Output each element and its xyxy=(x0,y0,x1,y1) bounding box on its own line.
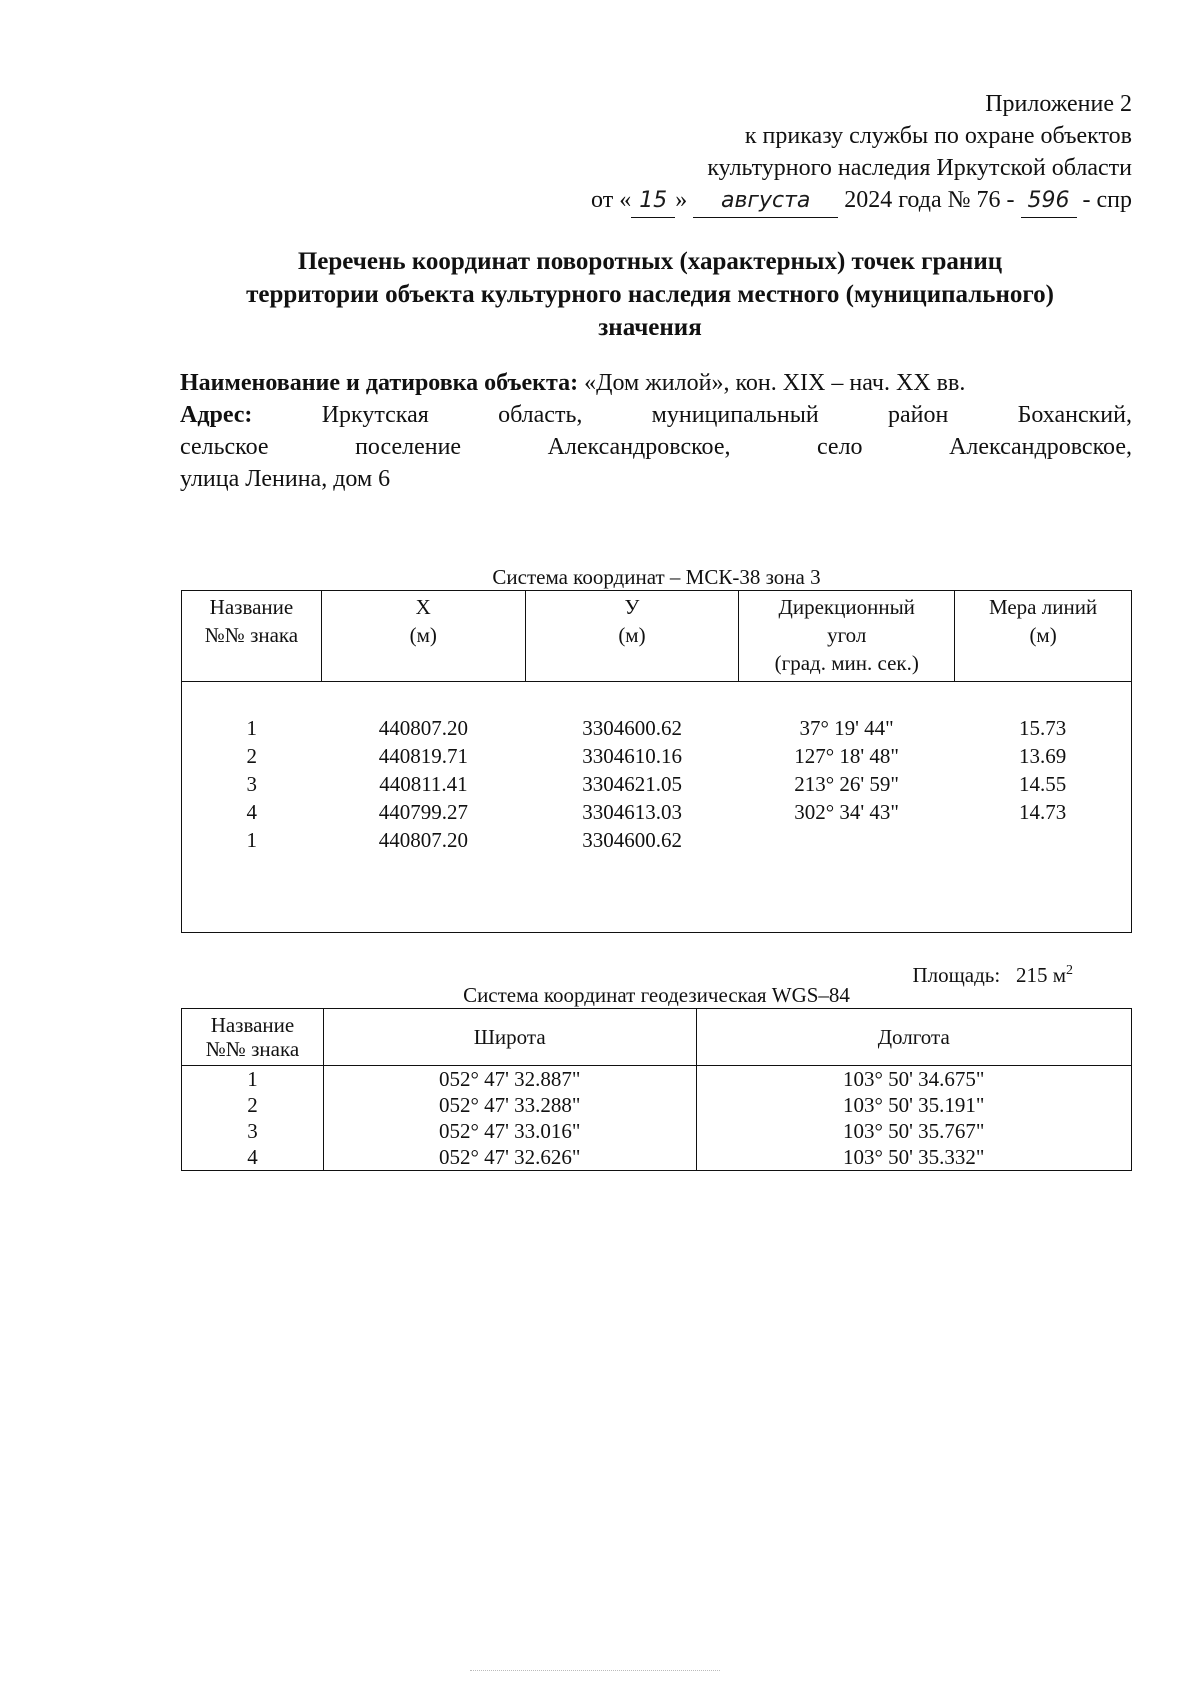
col-header-longitude: Долгота xyxy=(696,1009,1132,1066)
table-row: 4 052° 47' 32.626" 103° 50' 35.332" xyxy=(182,1144,1132,1171)
table-row: 4 440799.27 3304613.03 302° 34' 43" 14.73 xyxy=(246,800,1067,824)
col-header-x: X (м) xyxy=(321,591,525,682)
table2-header-row xyxy=(182,1009,1132,1066)
appendix-header xyxy=(591,88,1132,218)
table-row: 1 440807.20 3304600.62 xyxy=(246,828,682,852)
table-row: 3 052° 47' 33.016" 103° 50' 35.767" xyxy=(182,1118,1132,1144)
table-row: 2 052° 47' 33.288" 103° 50' 35.191" xyxy=(182,1092,1132,1118)
coordinates-table-msk38 xyxy=(181,590,1132,987)
address-line-2: сельское поселение Александровское, село Александровское, xyxy=(180,434,1132,460)
table-row: 3 440811.41 3304621.05 213° 26' 59" 14.55 xyxy=(246,772,1067,796)
order-reference-line: к приказу службы по охране объектов xyxy=(744,123,1132,149)
col-header-point-number: Название №№ знака xyxy=(182,1009,324,1066)
table-row: 1 440807.20 3304600.62 37° 19' 44" 15.73 xyxy=(246,716,1067,740)
appendix-number: Приложение 2 xyxy=(985,91,1132,117)
table2-caption: Система координат геодезическая WGS–84 xyxy=(463,983,850,1007)
handwritten-month: августа xyxy=(693,185,838,218)
area-summary: Площадь: 215 $м^2$ xyxy=(912,963,1073,987)
address-line-3: улица Ленина, дом 6 xyxy=(180,466,391,492)
address-line-1: Адрес: Иркутская область, муниципальный район Боханский, xyxy=(180,402,1132,428)
col-header-bearing: Дирекционный угол (град. мин. сек.) xyxy=(739,591,955,682)
order-date-line: от « 15 » августа 2024 года № 76 - 596 - спр xyxy=(591,184,1132,218)
agency-name-line: культурного наследия Иркутской области xyxy=(707,155,1132,181)
handwritten-order-number: 596 xyxy=(1021,185,1077,218)
col-header-point-number: Название №№ знака xyxy=(182,591,322,682)
scan-artifact-line xyxy=(470,1670,720,1673)
table1-caption: Система координат – МСК-38 зона 3 xyxy=(492,565,821,589)
document-title: Перечень координат поворотных (характерных) точек границ территории объекта культурного наследия местного (муниципального) значения xyxy=(246,248,1054,341)
handwritten-day: 15 xyxy=(631,185,675,218)
table1-header-row xyxy=(182,591,1132,682)
table-row: 1 052° 47' 32.887" 103° 50' 34.675" xyxy=(182,1066,1132,1093)
table-row: 2 440819.71 3304610.16 127° 18' 48" 13.69 xyxy=(246,744,1067,768)
object-description xyxy=(180,367,1132,495)
col-header-line-length: Мера линий (м) xyxy=(955,591,1132,682)
table1-body xyxy=(182,682,1132,987)
col-header-latitude: Широта xyxy=(323,1009,696,1066)
col-header-y: У (м) xyxy=(525,591,739,682)
object-name-line: Наименование и датировка объекта: «Дом жилой», кон. XIX – нач. XX вв. xyxy=(180,370,966,396)
coordinates-table-wgs84 xyxy=(181,1008,1132,1171)
